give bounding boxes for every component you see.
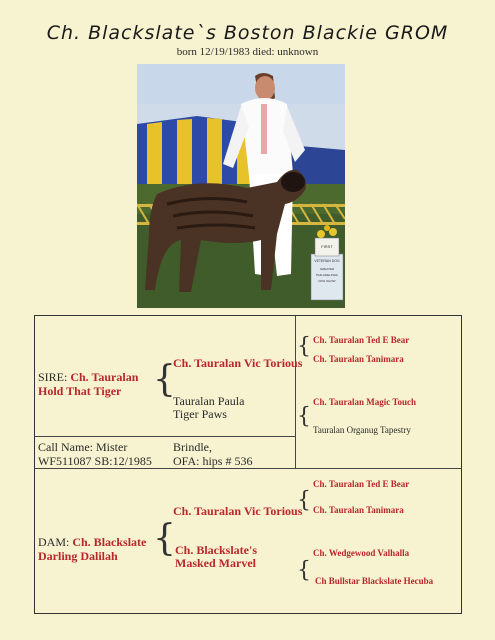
bracket: { bbox=[153, 518, 176, 559]
ofa-info: OFA: hips # 536 bbox=[173, 454, 253, 468]
dam-label: DAM: Ch. Blackslate bbox=[38, 535, 147, 549]
bracket: { bbox=[297, 558, 311, 583]
divider bbox=[35, 436, 295, 437]
card-text-2: VETERAN DOG bbox=[314, 259, 340, 263]
divider bbox=[295, 316, 296, 468]
grandparent: Ch. Tauralan Ted E Bear bbox=[313, 335, 410, 345]
bracket: { bbox=[297, 488, 311, 513]
grandparent: Ch. Tauralan Tanimara bbox=[313, 354, 404, 364]
grandparent: Ch Bullstar Blackslate Hecuba bbox=[315, 576, 434, 586]
bracket: { bbox=[297, 404, 311, 429]
grandparent: Ch. Tauralan Magic Touch bbox=[313, 397, 417, 407]
card-text-1: FIRST bbox=[321, 244, 333, 249]
birth-death-dates: born 12/19/1983 died: unknown bbox=[176, 46, 319, 58]
page-title: Ch. Blackslate`s Boston Blackie GROM bbox=[46, 22, 449, 44]
grandparent: Ch. Tauralan Ted E Bear bbox=[313, 479, 410, 489]
sire-sire: Ch. Tauralan Vic Torious bbox=[173, 356, 303, 370]
pedigree-panel bbox=[34, 315, 462, 614]
bracket: { bbox=[153, 359, 176, 400]
card-text-4: PHILADELPHIA bbox=[316, 273, 338, 277]
sire-name: Hold That Tiger bbox=[38, 384, 122, 398]
call-name: Call Name: Mister bbox=[38, 440, 128, 454]
sire-dam-line2: Tiger Paws bbox=[173, 407, 227, 421]
grandparent: Tauralan Organug Tapestry bbox=[313, 425, 411, 435]
dam-sire: Ch. Tauralan Vic Torious bbox=[173, 504, 303, 518]
divider bbox=[35, 468, 461, 469]
registration: WF511087 SB:12/1985 bbox=[38, 454, 152, 468]
dam-dam: Ch. Blackslate's bbox=[175, 543, 258, 557]
card-text-3: GREATER bbox=[319, 267, 335, 271]
dam-name: Darling Dalilah bbox=[38, 549, 118, 563]
sire-dam: Tauralan Paula bbox=[173, 394, 245, 408]
card-text-5: DOG SHOW bbox=[318, 279, 336, 283]
grandparent: Ch. Tauralan Tanimara bbox=[313, 505, 404, 515]
dam-dam-line2: Masked Marvel bbox=[175, 556, 256, 570]
coat-color: Brindle, bbox=[173, 440, 212, 454]
grandparent: Ch. Wedgewood Valhalla bbox=[313, 548, 410, 558]
dog-show-photo bbox=[137, 64, 345, 308]
bracket: { bbox=[297, 334, 311, 359]
sire-label: SIRE: Ch. Tauralan bbox=[38, 370, 139, 384]
